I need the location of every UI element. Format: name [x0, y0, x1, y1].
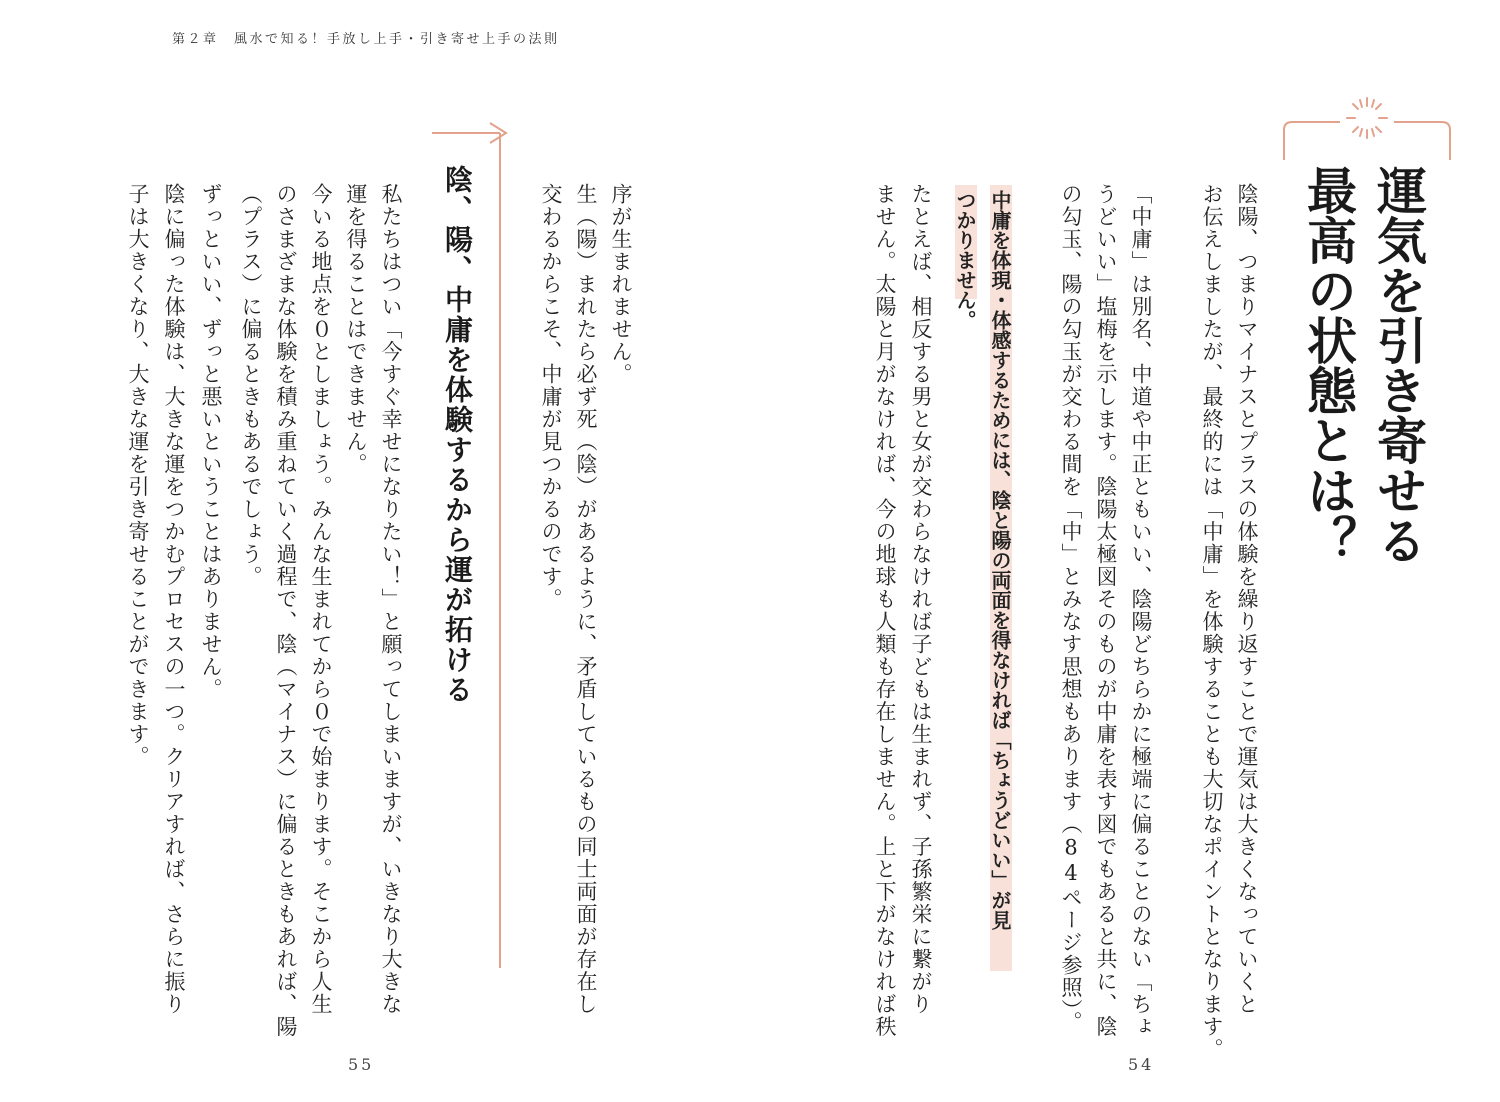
page-title-line-2: 最高の状態とは？	[1299, 165, 1357, 565]
body-line: ません。太陽と月がなければ、今の地球も人類も存在しません。上と下がなければ秩	[873, 183, 897, 1038]
body-line: 陰陽、つまりマイナスとプラスの体験を繰り返すことで運気は大きくなっていくと	[1235, 183, 1259, 1016]
body-line: の勾玉、陽の勾玉が交わる間を「中」とみなす思想もあります（84ページ参照）。	[1059, 183, 1083, 1034]
sun-ornament-icon	[1282, 92, 1452, 162]
emphasis-line: 中庸を体現・体感するためには、陰と陽の両面を得なければ「ちょうどいい」が見	[988, 190, 1012, 930]
body-line: 陰に偏った体験は、大きな運をつかむプロセスの一つ。クリアすれば、さらに振り	[162, 183, 186, 1016]
body-line: 今いる地点を０としましょう。みんな生まれてから０で始まります。そこから人生	[309, 183, 333, 1016]
body-line: うどいい」塩梅を示します。陰陽太極図そのものが中庸を表す図でもあると共に、陰	[1094, 183, 1118, 1038]
body-line: のさまざまな体験を積み重ねていく過程で、陰（マイナス）に偏るときもあれば、陽	[274, 183, 298, 1038]
body-line: 子は大きくなり、大きな運を引き寄せることができます。	[126, 183, 150, 768]
page-number-right: 54	[1128, 1055, 1155, 1074]
body-line: 交わるからこそ、中庸が見つかるのです。	[539, 183, 563, 611]
body-line: 「中庸」は別名、中道や中正ともいい、陰陽どちらかに極端に偏ることのない「ちょ	[1129, 183, 1153, 1038]
page-title-line-1: 運気を引き寄せる	[1369, 165, 1427, 565]
section-subheading: 陰、陽、中庸を体験するから運が拓ける	[441, 165, 474, 705]
body-line: 序が生まれません。	[609, 183, 633, 386]
page-number-left: 55	[348, 1055, 375, 1074]
chapter-header: 第２章 風水で知る！手放し上手・引き寄せ上手の法則	[172, 32, 560, 47]
emphasis-line: つかりません。	[953, 190, 977, 330]
body-line: 運を得ることはできません。	[344, 183, 368, 476]
body-line: ずっといい、ずっと悪いということはありません。	[199, 183, 223, 701]
body-line: （プラス）に偏るときもあるでしょう。	[239, 183, 263, 588]
body-line: 私たちはつい「今すぐ幸せになりたい！」と願ってしまいますが、いきなり大きな	[379, 183, 403, 1016]
body-line: お伝えしましたが、最終的には「中庸」を体験することも大切なポイントとなります。	[1200, 183, 1224, 1061]
body-line: たとえば、相反する男と女が交わらなければ子どもは生まれず、子孫繁栄に繋がり	[909, 183, 933, 1016]
body-line: 生（陽）まれたら必ず死（陰）があるように、矛盾しているもの同士両面が存在し	[574, 183, 598, 1016]
